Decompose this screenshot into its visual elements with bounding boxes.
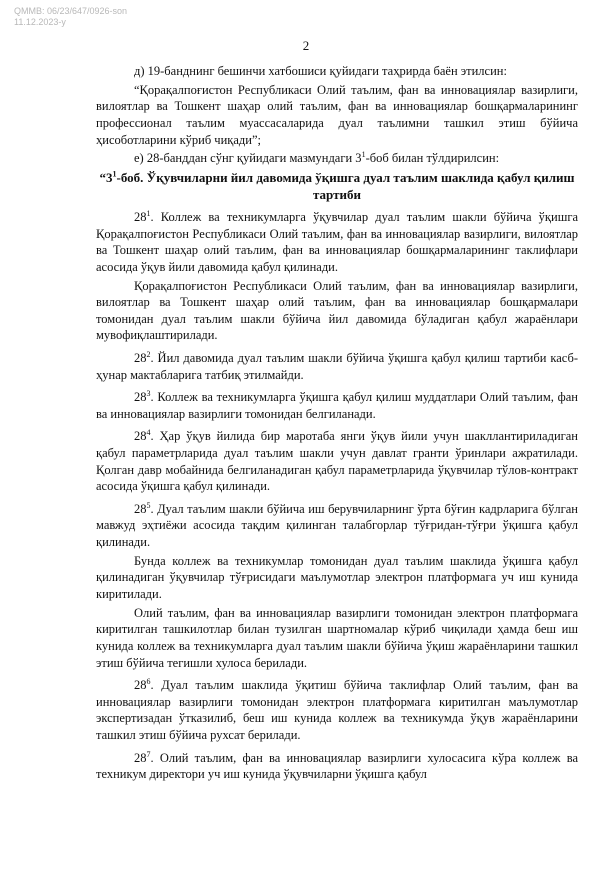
registration-stamp bbox=[14, 6, 127, 28]
paragraph: Бунда коллеж ва техникумлар томонидан дуал таълим шаклида ўқишга қабул қилинадиган ўқувчилар тўғрисидаги маълумотлар электрон платформага уч иш кунида киритилади. bbox=[96, 553, 578, 601]
paragraph: Қорақалпоғистон Республикаси Олий таълим, фан ва инновациялар вазирлиги, вилоятлар ва Тошкент шаҳар олий таълим, фан ва инновациялар бошқармалари томонидан дуал таълим шакли бўйича йил давомида бўладиган қабул жараёнлари мувофиқлаштирилади. bbox=[96, 278, 578, 343]
stamp-line-2: 11.12.2023-y bbox=[14, 17, 66, 27]
paragraph: Олий таълим, фан ва инновациялар вазирлиги томонидан электрон платформага киритилган ташкилотлар билан тузилган шартномалар кўриб чиқилади ҳамда беш иш кунида коллеж ва техникумларга дуал таълим шакли бўйича ўқиш жараёнларини ташкил этиш бўйича тегишли хулоса берилади. bbox=[96, 605, 578, 670]
article-28-7: $28^7$. Олий таълим, фан ва инновациялар вазирлиги хулосасига кўра коллеж ва техникум директори уч иш кунида ўқувчиларни ўқишга қабул bbox=[96, 749, 578, 782]
article-28-2: $28^2$. Йил давомида дуал таълим шакли бўйича ўқишга қабул қилиш тартиби касб-ҳунар мактабларига татбиқ этилмайди. bbox=[96, 349, 578, 382]
chapter-heading: “$3^1$-боб. Ўқувчиларни йил давомида ўқишга дуал таълим шаклида қабул қилиш тартиби bbox=[99, 169, 575, 203]
article-28-1: $28^1$. Коллеж ва техникумларга ўқувчилар дуал таълим шакли бўйича ўқишга Қорақалпоғистон Республикаси Олий таълим, фан ва инновациялар вазирлиги, вилоятлар ва Тошкент шаҳар олий таълим, фан ва инновациялар бошқармаларининг таклифлари асосида ўқув йили давомида қабул қилинади. bbox=[96, 208, 578, 274]
article-28-6: $28^6$. Дуал таълим шаклида ўқитиш бўйича таклифлар Олий таълим, фан ва инновациялар вазирлиги томонидан электрон платформага киритилган маълумотлар экспертизадан ўтказилиб, беш иш кунида коллеж ва техникумда ўқув жараёнларини ташкил этиш бўйича рухсат берилади. bbox=[96, 676, 578, 742]
article-28-5: $28^5$. Дуал таълим шакли бўйича иш берувчиларнинг ўрта бўғин кадрларига бўлган мавжуд эҳтиёжи асосида тақдим қилинган талабгорлар тўғридан-тўғри ўқишга қабул қилинади. bbox=[96, 500, 578, 549]
document-body bbox=[96, 63, 578, 785]
stamp-line-1: QMMB: 06/23/647/0926-son bbox=[14, 6, 128, 16]
page-number: 2 bbox=[302, 38, 310, 53]
amendment-clause-e: е) 28-банддан сўнг қуйидаги мазмундаги $3^1$-боб билан тўлдирилсин: bbox=[134, 150, 500, 166]
quoted-text: “Қорақалпоғистон Республикаси Олий таълим, фан ва инновациялар вазирлиги, вилоятлар ва Тошкент шаҳар олий таълим, фан ва инновациялар бошқармаларининг профессионал таълим муассасаларида дуал таълимни ташкил этиш бўйича ҳисоботларини кўриб чиқади”; bbox=[96, 82, 578, 147]
article-28-4: $28^4$. Ҳар ўқув йилида бир маротаба янги ўқув йили учун шакллантириладиган қабул параметрларида дуал таълим шакли учун давлат гранти ўринлари ажратилади. Қолган давр мобайнида белгиланадиган қабул параметрларида ўқувчилар тўлов-контракт асосида ўқишга қабул қилинади. bbox=[96, 428, 578, 494]
article-28-3: $28^3$. Коллеж ва техникумларга ўқишга қабул қилиш муддатлари Олий таълим, фан ва инновациялар вазирлиги томонидан белгиланади. bbox=[96, 389, 578, 421]
amendment-clause-d: д) 19-банднинг бешинчи хатбошиси қуйидаги таҳрирда баён этилсин: bbox=[134, 64, 507, 78]
